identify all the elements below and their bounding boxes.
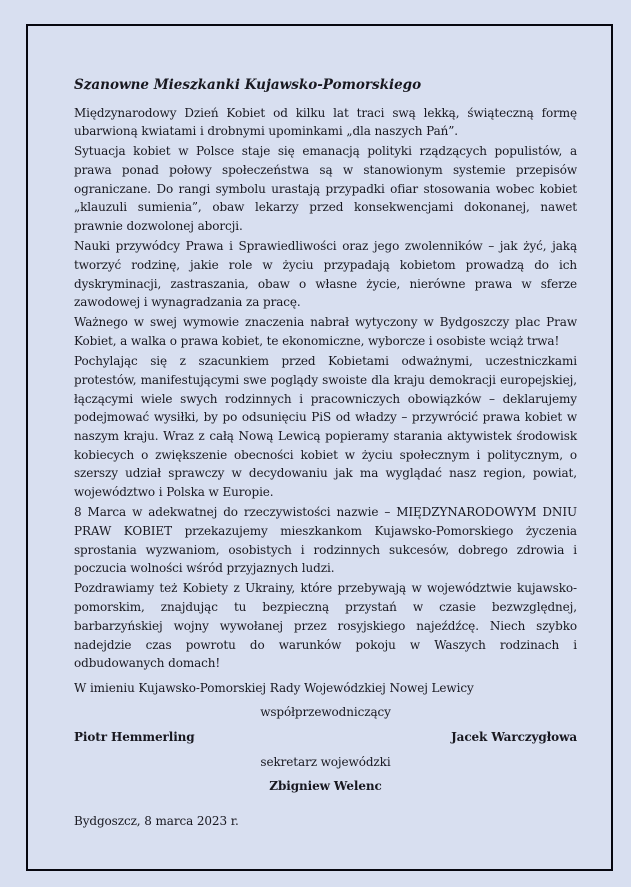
letter-content — [74, 76, 577, 796]
cochair-name-right: Jacek Warczygłowa — [451, 730, 577, 745]
paragraph-ukraine: Pozdrawiamy też Kobiety z Ukrainy, które przebywają w województwie kujawsko-pomorskim, znajdując tu bezpieczną przystań w czasie bezwzględnej, barbarzyńskiej wojny wywołanej przez rosyjskiego najeźdźcę. Niech szybko nadejdzie czas powrotu do warunków pokoju w Waszych rodzinach i odbudowanych domach! — [74, 581, 577, 671]
paragraph-situation: Sytuacja kobiet w Polsce staje się emanacją polityki rządzących populistów, a prawa ponad połowy społeczeństwa są w stanowionym systemie przepisów ograniczane. Do rangi symbolu urastają przypadki ofiar stosowania wobec kobiet „klauzuli sumienia”, obaw lekarzy przed konsekwencjami dokonanej, nawet prawnie dozwolonej aborcji. — [74, 144, 577, 234]
letter-frame — [26, 24, 613, 871]
secretary-name-line: Zbigniew Welenc — [269, 779, 382, 794]
paragraph-bydgoszcz-square: Ważnego w swej wymowie znaczenia nabrał wytyczony w Bydgoszczy plac Praw Kobiet, a walka o prawa kobiet, te ekonomiczne, wyborcze i osobiste wciąż trwa! — [74, 315, 577, 349]
paragraph-wishes: 8 Marca w adekwatnej do rzeczywistości nazwie – MIĘDZYNARODOWYM DNIU PRAW KOBIET przekazujemy mieszkankom Kujawsko-Pomorskiego życzenia sprostania wyzwaniom, osobistych i rodzinnych sukcesów, dobrego zdrowia i poczucia wolności wśród przyjaznych ludzi. — [74, 505, 577, 576]
paragraph-pis-criticism: Nauki przywódcy Prawa i Sprawiedliwości oraz jego zwolenników – jak żyć, jaką tworzyć rodzinę, jakie role w życiu przypadają kobietom prowadzą do ich dyskryminacji, zastraszania, obaw o własne życie, nierówne prawa w sferze zawodowej i wynagradzania za pracę. — [74, 239, 577, 310]
place-date-line: Bydgoszcz, 8 marca 2023 r. — [74, 814, 239, 828]
cochair-role-line: współprzewodniczący — [260, 705, 391, 720]
secretary-role-line: sekretarz wojewódzki — [260, 754, 391, 769]
paragraph-declaration: Pochylając się z szacunkiem przed Kobietami odważnymi, uczestniczkami protestów, manifestującymi swe poglądy swoiste dla kraju demokracji europejskiej, łączącymi wiele swych rodzinnych i pracowniczych obowiązków – deklarujemy podejmować wysiłki, by po odsunięciu PiS od władzy – przywrócić prawa kobiet w naszym kraju. Wraz z całą Nową Lewicą popieramy starania aktywistek środowisk kobiecych o zwiększenie obecności kobiet w życiu społecznym i politycznym, o szerszy udział sprawczy w decydowaniu jak ma wyglądać nasz region, powiat, województwo i Polska w Europie. — [74, 354, 577, 500]
cochair-names-row — [74, 728, 577, 747]
salutation-heading: Szanowne Mieszkanki Kujawsko-Pomorskiego — [74, 77, 422, 93]
paragraph-intro: Międzynarodowy Dzień Kobiet od kilku lat traci swą lekką, świąteczną formę ubarwioną kwiatami i drobnymi upominkami „dla naszych Pań”. — [74, 105, 577, 139]
cochair-name-left: Piotr Hemmerling — [74, 730, 195, 745]
on-behalf-line: W imieniu Kujawsko-Pomorskiej Rady Wojewódzkiej Nowej Lewicy — [74, 680, 474, 695]
